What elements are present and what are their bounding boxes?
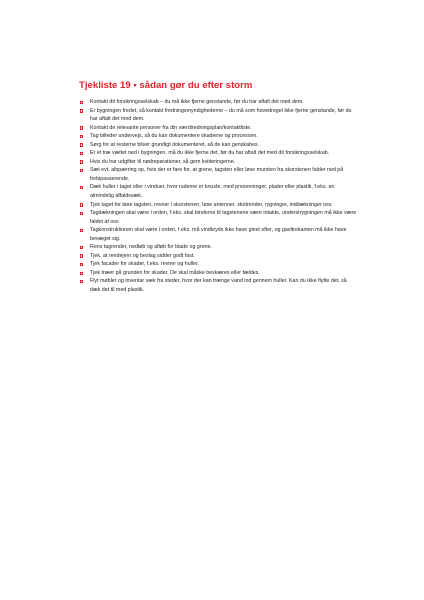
checkbox-icon (80, 169, 83, 172)
checkbox-icon (80, 254, 83, 257)
checklist-item-text: Kontakt dit forsikringsselskab – du må ikke fjerne genstande, før du har aftalt det med dem. (90, 99, 304, 105)
checklist-title: Tjekliste 19 • sådan gør du efter storm (79, 80, 253, 91)
checkbox-icon (80, 246, 83, 249)
checklist-item-text: Tjek taget for løse tagsten, revner i skorstenen, løse antenner, skotrender, rygninger, inddækninger osv. (90, 201, 333, 208)
checklist-item-text: Dæk huller i taget eller i vinduer, hvor ruderne er knuste, med presenninger, plader eller plastik, f.eks. en almindelig affaldssæk. (90, 184, 335, 200)
checklist-item-text: Er bygningen fredet, så kontakt fredningsmyndighederne – du må som hovedregel ikke fjerne genstande, før du har aftalt det med dem. (90, 107, 352, 123)
checklist-item-text: Tjek træer på grunden for skader. De skal måske beskæres eller fældes. (90, 269, 260, 276)
checkbox-icon (80, 101, 83, 104)
checklist-item (79, 98, 357, 107)
checklist-item (79, 107, 357, 124)
checkbox-icon (80, 126, 83, 129)
checkbox-icon (80, 203, 83, 206)
checkbox-icon (80, 186, 83, 189)
checklist-item (79, 243, 357, 252)
checklist-item (79, 149, 357, 158)
checklist-item-text: Tag billeder undervejs, så du kan dokumentere skaderne og processen. (90, 133, 258, 140)
checklist-item (79, 226, 357, 243)
checklist-item (79, 269, 357, 278)
checkbox-icon (80, 229, 83, 232)
checklist-item (79, 166, 357, 183)
checkbox-icon (80, 135, 83, 138)
checkbox-icon (80, 212, 83, 215)
checkbox-icon (80, 143, 83, 146)
checklist (79, 98, 357, 295)
checklist-item (79, 132, 357, 141)
checklist-item-text: Sørg for at resterne bliver grundigt dokumenteret, så de kan genskabes. (90, 141, 260, 148)
checklist-item (79, 158, 357, 167)
checklist-item (79, 252, 357, 261)
checklist-item-text: Flyt møbler og inventar væk fra steder, hvor der kan trænge vand ind gennem huller. Kan du ikke flytte det, så dæk det til med plastik. (90, 278, 347, 294)
checklist-item-text: Hvis du har udgifter til nødreparationer, så gem kvitteringerne. (90, 158, 236, 165)
checkbox-icon (80, 152, 83, 155)
checkbox-icon (80, 109, 83, 112)
checklist-item (79, 209, 357, 226)
checklist-item-text: Rens tagrender, nedløb og afløb for blade og grene. (90, 244, 212, 251)
checklist-item (79, 201, 357, 210)
checklist-item-text: Tagdækningen skal være i orden, f.eks. skal binderne til tagstenene være intakte, understrygningen må ikke være faldet af osv. (90, 210, 357, 225)
checkbox-icon (80, 160, 83, 163)
checkbox-icon (80, 263, 83, 266)
document-page (79, 80, 357, 295)
checklist-item (79, 141, 357, 150)
checkbox-icon (80, 280, 83, 283)
checklist-item-text: Er et træ væltet ned i bygningen, må du ikke fjerne det, før du har aftalt det med dit forsikringsselskab. (90, 150, 330, 157)
checklist-item-text: Kontakt de relevante personer fra din værdiredningsplan/kontaktliste. (90, 124, 252, 131)
checklist-item-text: Tjek facader for skader, f.eks. revner og huller. (90, 261, 199, 268)
checklist-item-text: Sæt evt. afspærring op, hvis der er fare for, at grene, tagsten eller løse mursten fra skorstenen falder ned på forbipasserende. (90, 167, 344, 182)
checklist-item (79, 124, 357, 133)
checklist-item (79, 183, 357, 200)
checklist-item-text: Tjek, at rendejern og beslag sidder godt fast. (90, 252, 195, 259)
checklist-item-text: Tagkonstruktionen skal være i orden, f.eks. må vindkryds ikke have givet efter, og gavltrekanten må ikke have bevæget sig. (90, 227, 347, 242)
checklist-item (79, 277, 357, 294)
checklist-item (79, 260, 357, 269)
checkbox-icon (80, 272, 83, 275)
